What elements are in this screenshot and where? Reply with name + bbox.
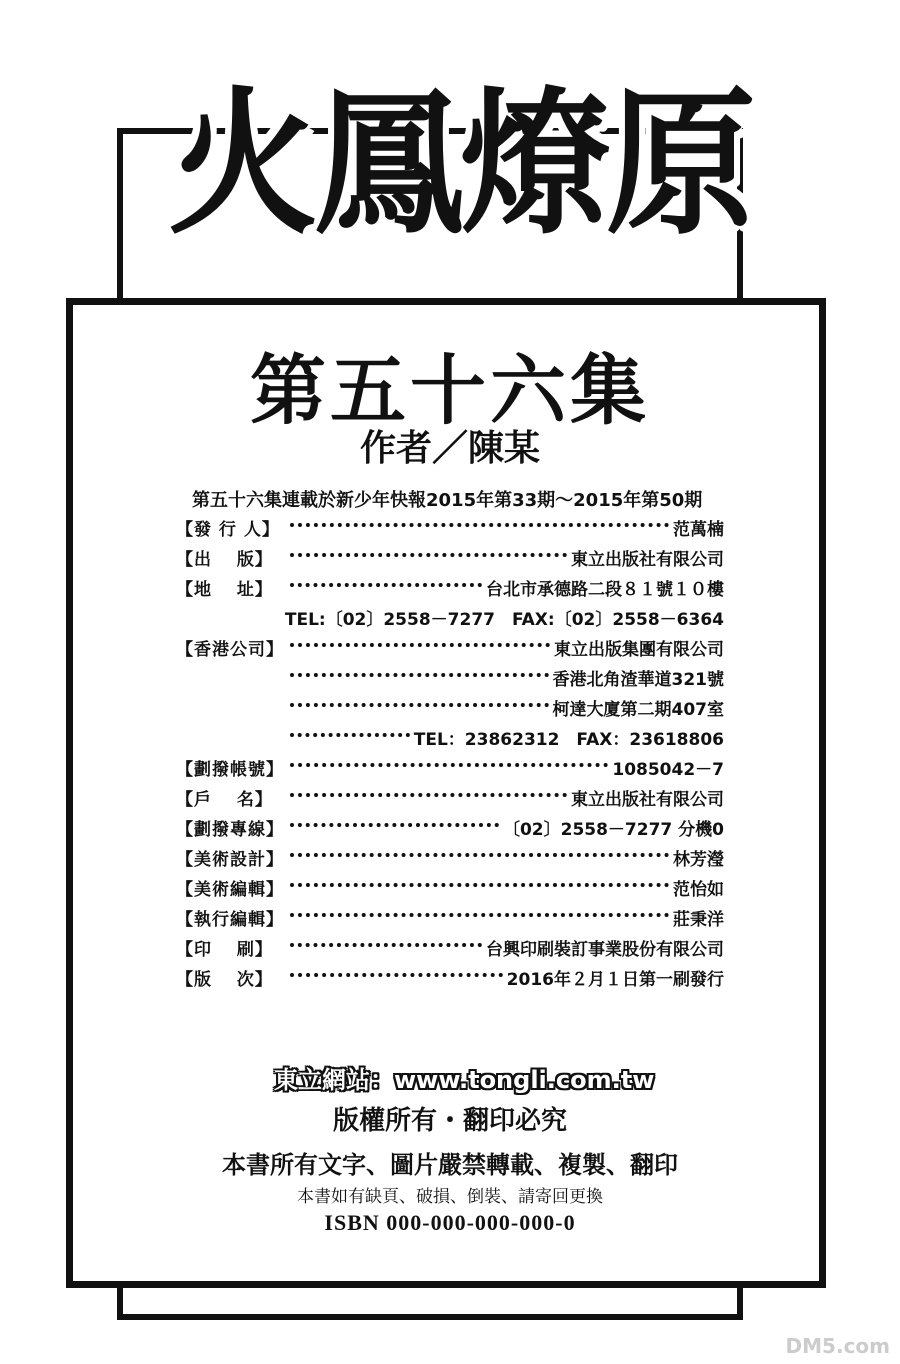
info-row	[176, 845, 724, 875]
dot-leader	[290, 703, 549, 707]
dot-leader	[290, 643, 550, 647]
dot-leader	[290, 793, 567, 797]
return-note: 本書如有缺頁、破損、倒裝、請寄回更換	[297, 1187, 603, 1207]
info-value: 莊秉洋	[673, 910, 724, 930]
info-row	[176, 935, 724, 965]
info-value: 台興印刷裝訂事業股份有限公司	[486, 940, 724, 960]
dot-leader	[290, 673, 549, 677]
dot-leader	[290, 763, 608, 767]
info-row	[176, 695, 724, 725]
info-value: 東立出版社有限公司	[571, 790, 724, 810]
info-value: TEL：23862312 FAX：23618806	[413, 730, 724, 750]
isbn: ISBN 000-000-000-000-0	[324, 1210, 576, 1235]
info-label: 【美術編輯】	[176, 880, 284, 900]
info-value: 東立出版社有限公司	[571, 550, 724, 570]
info-label: 【版 次】	[176, 970, 273, 990]
info-row	[176, 905, 724, 935]
info-value: 林芳瀅	[673, 850, 724, 870]
info-value: 台北市承德路二段８１號１０樓	[486, 580, 724, 600]
dot-leader	[290, 883, 669, 887]
reproduction-prohibition: 本書所有文字、圖片嚴禁轉載、複製、翻印	[222, 1150, 678, 1179]
serialization-note: 第五十六集連載於新少年快報2015年第33期～2015年第50期	[192, 490, 703, 511]
website-link[interactable]: 東立網站：www.tongli.com.tw	[274, 1066, 655, 1094]
dot-leader	[290, 523, 669, 527]
watermark-logo: DM5.com	[785, 1334, 890, 1358]
dot-leader	[290, 853, 669, 857]
info-row	[176, 785, 724, 815]
info-value: 香港北角渣華道321號	[552, 670, 724, 690]
dot-leader	[290, 823, 499, 827]
info-value: 范怡如	[673, 880, 724, 900]
info-value: 2016年２月１日第一刷發行	[506, 970, 724, 990]
dot-leader	[290, 943, 482, 947]
info-row	[176, 815, 724, 845]
info-value: TEL:〔02〕2558－7277 FAX:〔02〕2558－6364	[284, 610, 724, 630]
info-row	[176, 875, 724, 905]
dot-leader	[290, 553, 567, 557]
info-row	[176, 515, 724, 545]
info-value: 〔02〕2558－7277 分機0	[502, 820, 724, 840]
info-row	[176, 755, 724, 785]
info-label: 【香港公司】	[176, 640, 284, 660]
info-row	[176, 575, 724, 605]
dot-leader	[290, 913, 669, 917]
publication-info-table	[176, 515, 724, 995]
info-row	[176, 545, 724, 575]
info-value: 柯達大廈第二期407室	[552, 700, 724, 720]
info-label: 【美術設計】	[176, 850, 284, 870]
info-label: 【發 行 人】	[176, 520, 280, 540]
author-line: 作者／陳某	[359, 428, 540, 469]
info-label: 【地 址】	[176, 580, 273, 600]
dot-leader	[290, 973, 503, 977]
info-label: 【戶 名】	[176, 790, 273, 810]
info-label: 【劃撥帳號】	[176, 760, 284, 780]
info-label: 【印 刷】	[176, 940, 273, 960]
dot-leader	[290, 583, 482, 587]
info-row	[176, 965, 724, 995]
info-row	[176, 725, 724, 755]
copyright-notice: 版權所有・翻印必究	[332, 1106, 567, 1136]
info-row	[176, 665, 724, 695]
volume-title: 第五十六集	[250, 346, 650, 435]
dot-leader	[290, 733, 410, 737]
info-value: 范萬楠	[673, 520, 724, 540]
series-logo: 火鳳燎原	[167, 73, 752, 257]
info-label: 【劃撥專線】	[176, 820, 284, 840]
info-row	[176, 605, 724, 635]
info-label: 【出 版】	[176, 550, 273, 570]
info-label: 【執行編輯】	[176, 910, 284, 930]
info-value: 1085042－7	[612, 760, 724, 780]
info-value: 東立出版集團有限公司	[554, 640, 724, 660]
info-row	[176, 635, 724, 665]
